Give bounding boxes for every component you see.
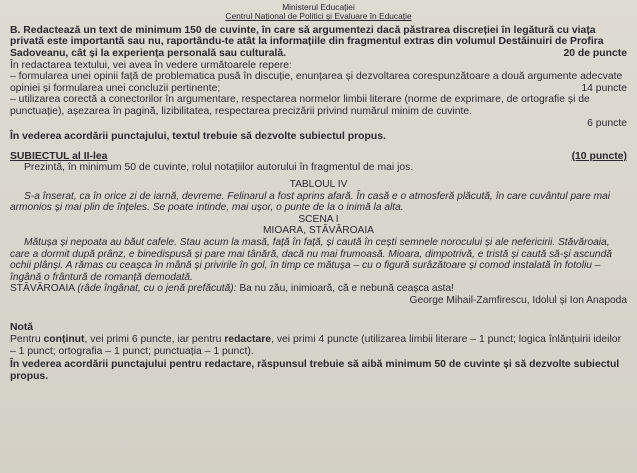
- task-b-points: 20 de puncte: [563, 48, 627, 59]
- tableau-title: TABLOUL IV: [289, 178, 348, 190]
- fragment-source: George Mihail-Zamfirescu, Idolul și Ion Anapoda: [409, 294, 627, 306]
- ministry-name: Ministerul Educației: [282, 2, 355, 12]
- task-b-instructions: În redactarea textului, vei avea în vedere următoarele repere:: [10, 59, 292, 71]
- drama-fragment: [10, 179, 627, 307]
- scene-characters: MIOARA, STĂVĂROAIA: [263, 225, 374, 237]
- task-b-item-2: – utilizarea corectă a conectorilor în argumentare, respectarea normelor limbii literare (norme de exprimare, de ortografie și de punctuație), așezarea în pagină, lizibilitatea, respectarea precizării privind numărul minim de cuvinte.: [10, 94, 590, 117]
- spoken-line: Ba nu zău, inimioară, că e nebună ceașca asta!: [236, 283, 455, 295]
- task-b-item-1-points: 14 puncte: [581, 82, 627, 94]
- note-title: Notă: [10, 322, 34, 334]
- task-b-section: [10, 25, 627, 143]
- dialogue-line: [10, 283, 627, 295]
- task-b-item-2-points: 6 puncte: [587, 117, 627, 129]
- center-name: Centrul Național de Politici și Evaluare în Educație: [225, 11, 412, 22]
- note-text-post: , vei primi 4 puncte (utilizarea limbii literare – 1 punct; logica înlănțuirii ideilor – 1 punct; ortografia – 1 punct; punctuația – 1 punct).: [10, 334, 622, 357]
- subject-2-prompt: Prezintă, în minimum 50 de cuvinte, rolul notațiilor autorului în fragmentul de mai jos.: [24, 162, 414, 174]
- document-header: [10, 3, 627, 22]
- task-b-item-1: – formularea unei opinii față de problematica pusă în discuție, enunțarea și dezvoltarea corespunzătoare a două argumente adecvate opiniei și formularea unei concluzii pertinente;: [10, 71, 623, 94]
- stage-direction-1: S-a înserat, ca în orice zi de iarnă, devreme. Felinarul a fost aprins afară. În casă e o atmosferă plăcută, în care cuvântul pare mai armonios și mai plin de înțeles. Se poate intinde, mai ușor, o punte de la o inimă la alta.: [10, 190, 611, 214]
- note-warning: În vederea acordării punctajului pentru redactare, răspunsul trebuie să aibă minimum 50 de cuvinte și să dezvolte subiectul propus.: [10, 359, 620, 382]
- task-b-text: B. Redactează un text de minimum 150 de cuvinte, în care să argumentezi dacă păstrarea discreției în legătură cu viața privată este importantă sau nu, raportându-te atât la informațiile din fragmentul extras din volumul Destăinuiri de Profira Sadoveanu, cât și la experiența personală sau culturală.: [10, 24, 604, 59]
- speaker-name: STĂVĂROAIA: [10, 283, 75, 295]
- subject-2-title: SUBIECTUL al II-lea: [10, 150, 108, 162]
- note-text-pre: Pentru: [10, 334, 44, 346]
- note-text-mid: , vei primi 6 puncte, iar pentru: [84, 334, 225, 346]
- note-text: [10, 334, 627, 357]
- speaker-direction: (râde îngânat, cu o jenă prefăcută):: [77, 283, 237, 295]
- note-content-word: conținut: [43, 334, 85, 346]
- note-section: [10, 322, 627, 382]
- subject-2-heading: [10, 151, 627, 163]
- subject-2-points: (10 puncte): [571, 150, 627, 162]
- scene-title: SCENA I: [298, 213, 339, 225]
- task-b-warning: În vederea acordării punctajului, textul trebuie să dezvolte subiectul propus.: [10, 131, 386, 143]
- note-redaction-word: redactare: [224, 334, 272, 346]
- stage-direction-2: Mătușa și nepoata au băut cafele. Stau acum la masă, față în față, și caută în cești semnele norocului și ale nefericirii. Stăvăroaia, care a dormit după prânz, e binedispusă și pare mai tânără, dacă nu mai frumoasă. Mioara, dimpotrivă, e tristă și caută să-și ascundă ochii plânși. A rămas cu ceașca în mână și privirile în gol, în timp ce mătușa – cu o figură surâzătoare și comod instalată în fotoliu – îngână o frântură de romanță demodată.: [10, 236, 612, 283]
